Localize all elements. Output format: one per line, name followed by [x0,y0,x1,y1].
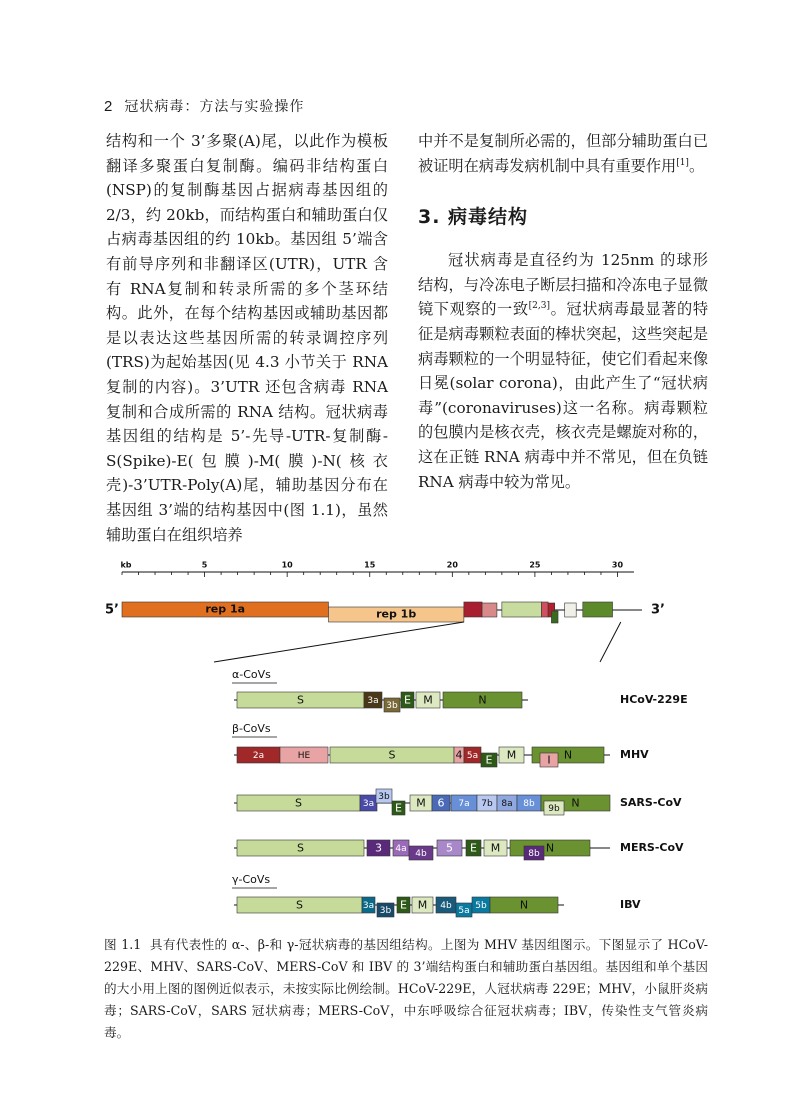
genome-name: MERS-CoV [620,841,684,854]
gene-label: 4a [395,844,407,854]
right-column [418,129,708,494]
running-title: 冠状病毒：方法与实验操作 [124,99,305,115]
gene-label: 8b [523,799,535,809]
zoom-line-right [600,622,621,662]
five-prime-label: 5’ [105,602,119,618]
genome-name: MHV [620,748,649,761]
gene-label: S [297,693,304,707]
gene-label: 7a [458,799,470,809]
scale-tick-label: 15 [364,560,376,570]
gene-label: 5a [466,751,479,761]
gene-label: 4 [455,748,463,762]
scale-tick-label: 5 [201,560,208,570]
gene-label: M [423,693,433,707]
left-paragraph: 结构和一个 3’多聚(A)尾，以此作为模板翻译多聚蛋白复制酶。编码非结构蛋白(NSP)的复制酶基因占据病毒基因组的 2/3，约 20kb，而结构蛋白和辅助蛋白仅占病毒基因组的约 10kb。基因组 5’端含有前导序列和非翻译区(UTR)，UTR 含有 RNA复制和转录所需的多个茎环结构。此外，在每个结构基因或辅助基因都是以表达这些基因所需的转录调控序列(TRS)为起始基因(见 4.3 小节关于 RNA 复制的内容)。3’UTR 还包含病毒 RNA 复制和合成所需的 RNA 结构。冠状病毒基因组的结构是 5’-先导-UTR-复制酶-S(Spike)-E(包膜)-M(膜)-N(核衣壳)-3’UTR-Poly(A)尾，辅助基因分布在基因组 3’端的结构基因中(图 1.1)，虽然辅助蛋白在组织培养 [106,132,388,544]
caption-text: 具有代表性的 α-、β-和 γ-冠状病毒的基因组结构。上图为 MHV 基因组图示。下图显示了 HCoV-229E、MHV、SARS-CoV、MERS-CoV 和 IBV 的 3’端结构蛋白和辅助蛋白基因组。基因组和单个基因的大小用上图的图例近似表示，未按实际比例绘制。HCoV-229E，人冠状病毒 229E；MHV，小鼠肝炎病毒；SARS-CoV，SARS 冠状病毒；MERS-CoV，中东呼吸综合征冠状病毒；IBV，传染性支气管炎病毒。 [104,937,708,1040]
top-genome-gene-label: rep 1a [205,602,246,616]
gene-label: M [416,796,426,810]
right-paragraph-1 [418,129,708,178]
gene-label: S [295,796,302,810]
gene-label: S [296,898,303,912]
scale-tick-label: 30 [611,560,624,570]
gene-label: E [404,693,411,707]
left-column [106,129,388,547]
gene-label: 3b [378,792,390,802]
top-genome-gene [542,602,549,617]
gene-label: 4b [440,901,452,911]
group-label: α-CoVs [232,668,271,681]
gene-label: 8a [501,799,513,809]
top-genome-gene [464,602,482,617]
gene-label: N [478,693,487,707]
gene-label: E [400,898,407,912]
para2-text-b: 。冠状病毒最显著的特征是病毒颗粒表面的棒状突起，这些突起是病毒颗粒的一个明显特征，使它们看起来像日冕(solar corona)，由此产生了“冠状病毒”(coronaviruses)这一名称。病毒颗粒的包膜内是核衣壳，核衣壳是螺旋对称的，这在正链 RNA 病毒中并不常见，但在负链 RNA 病毒中较为常见。 [418,300,709,491]
page-header [104,96,304,116]
gene-label: E [395,801,402,815]
top-genome-gene [502,602,542,617]
group-label: β-CoVs [232,722,271,735]
gene-label: M [490,841,501,855]
gene-label: 3b [379,906,392,916]
para2-text-a: 冠状病毒是直径约为 125nm 的球形结构，与冷冻电子断层扫描和冷冻电子显微镜下观察的一致 [418,251,708,319]
para1-end: 。 [688,156,705,175]
genome-diagram [104,560,704,930]
gene-label: S [388,748,396,762]
figure-caption [104,934,708,1044]
gene-label: 4b [415,849,427,859]
gene-label: 9b [548,804,560,814]
top-genome-gene-label: rep 1b [376,607,417,621]
group-label: γ-CoVs [232,873,271,886]
gene-label: 3a [362,901,375,911]
caption-label: 图 1.1 [104,937,142,952]
gene-label: N [571,796,580,810]
gene-label: 6 [437,796,445,810]
gene-label: I [547,753,551,767]
gene-label: E [470,841,477,855]
gene-label: M [506,748,517,762]
gene-label: HE [297,751,311,761]
gene-label: 7b [481,799,493,809]
scale-unit-label: kb [120,560,132,570]
reference-1[interactable]: [1] [676,157,689,168]
top-genome-gene [551,611,558,623]
zoom-line-left [214,622,464,662]
gene-label: 3a [367,696,379,706]
gene-label: 5a [458,906,470,916]
top-genome-gene [583,602,613,617]
gene-label: 5 [446,841,453,855]
gene-label: 3a [362,799,375,809]
gene-label: N [563,748,573,762]
genome-name: IBV [620,898,641,911]
reference-2-3[interactable]: [2,3] [528,301,550,312]
genome-name: HCoV-229E [620,693,688,706]
gene-label: M [417,898,428,912]
gene-label: 3 [375,841,382,855]
gene-label: S [297,841,304,855]
three-prime-label: 3’ [651,602,665,618]
gene-label: 3b [386,701,398,711]
gene-label: 8b [528,849,540,859]
top-genome-gene [565,603,577,617]
gene-label: E [485,753,493,767]
genome-name: SARS-CoV [620,796,682,809]
section-heading: 3. 病毒结构 [418,206,529,229]
scale-tick-label: 20 [446,560,458,570]
top-genome-gene [482,603,497,617]
gene-label: 5b [475,901,487,911]
page-number: 2 [104,98,113,115]
gene-label: 2a [252,751,265,761]
scale-tick-label: 10 [281,560,293,570]
scale-tick-label: 25 [529,560,541,570]
para1-text: 中并不是复制所必需的，但部分辅助蛋白已被证明在病毒发病机制中具有重要作用 [418,132,708,175]
gene-label: N [545,841,555,855]
gene-label: N [519,898,529,912]
figure-genome-organization [104,560,704,934]
right-paragraph-2 [418,248,708,494]
